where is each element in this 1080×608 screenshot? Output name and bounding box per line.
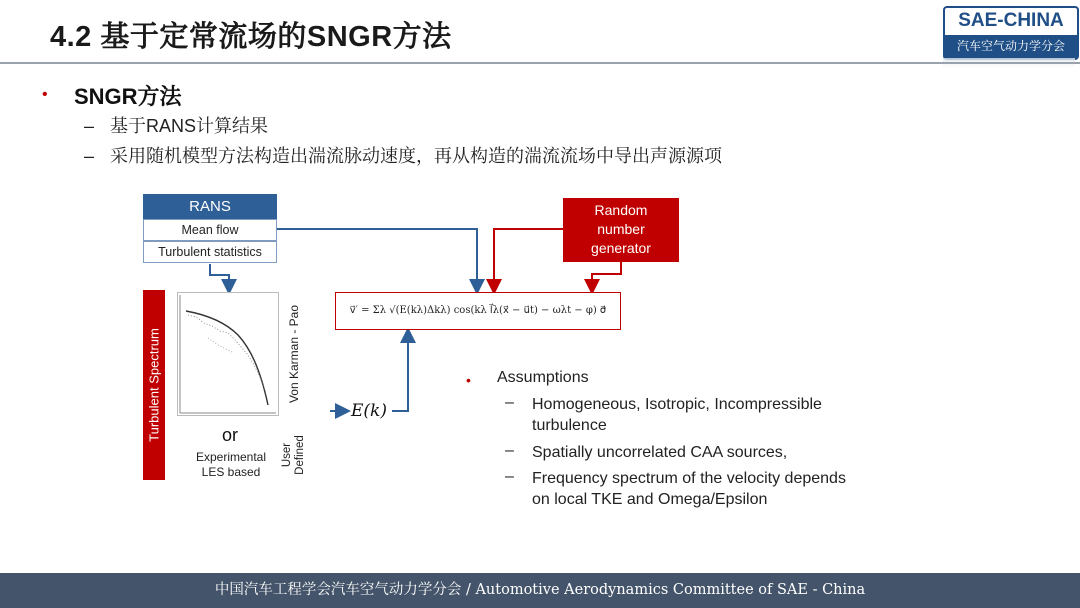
experimental-line: Experimental [195, 450, 267, 464]
assumption-item [532, 442, 902, 463]
assumption-line: Frequency spectrum of the velocity depends [532, 470, 846, 487]
rng-line: Random [594, 202, 648, 218]
rng-line: number [597, 221, 645, 237]
user-defined-line: User [281, 442, 293, 468]
experimental-line: LES based [201, 465, 261, 479]
page-title: 4.2 基于定常流场的SNGR方法 [50, 21, 452, 53]
section-heading: SNGR方法 [74, 84, 182, 109]
von-karman-label: Von Karman - Pao [287, 304, 301, 404]
user-defined-label [281, 435, 307, 475]
assumptions-title: Assumptions [497, 369, 589, 386]
assumption-line: turbulence [532, 417, 607, 434]
title-divider [0, 62, 1080, 64]
random-number-generator-box [563, 198, 679, 262]
footer-bar: 中国汽车工程学会汽车空气动力学分会 / Automotive Aerodynamics Committee of SAE - China [0, 573, 1080, 608]
random-arrow-left [494, 229, 563, 287]
sub-item-text: 基于RANS计算结果 [110, 116, 269, 136]
experimental-label [187, 450, 275, 480]
rng-line: generator [591, 240, 651, 256]
assumption-line: Spatially uncorrelated CAA sources, [532, 444, 788, 461]
assumption-item [532, 394, 902, 436]
rans-box-title: RANS [143, 194, 277, 219]
assumption-line: Homogeneous, Isotropic, Incompressible [532, 396, 822, 413]
turbulent-spectrum-label: Turbulent Spectrum [146, 328, 162, 442]
bullet-marker: • [466, 372, 471, 388]
or-label: or [222, 425, 239, 445]
dash-marker: – [505, 394, 514, 411]
mean-flow-arrow [277, 229, 477, 287]
user-defined-line: Defined [294, 435, 306, 475]
assumption-item [532, 468, 902, 510]
spectrum-plot-graphic [178, 293, 278, 415]
assumption-line: on local TKE and Omega/Epsilon [532, 491, 768, 508]
sae-china-logo [943, 6, 1079, 60]
sub-item [84, 142, 722, 168]
spectrum-plot [177, 292, 279, 416]
random-arrow-down [592, 262, 621, 287]
sub-item [84, 112, 268, 138]
logo-subtext: 汽车空气动力学分会 [945, 35, 1077, 58]
sub-item-text: 采用随机模型方法构造出湍流脉动速度，再从构造的湍流流场中导出声源源项 [110, 146, 722, 166]
dash-marker: – [505, 468, 514, 485]
dash-marker: – [84, 146, 95, 166]
rans-mean-flow: Mean flow [143, 219, 277, 241]
dash-marker: – [84, 116, 95, 136]
bullet-marker: • [42, 86, 48, 103]
sngr-formula: v⃗′ = Σλ √(E(kλ)Δkλ) cos(kλ l⃗λ(x⃗ − u⃗t) − ωλt − φ) σ⃗ [335, 292, 621, 330]
energy-spectrum-label: E(k) [351, 401, 387, 421]
ek-arrow-up [392, 335, 408, 411]
statistics-arrow [210, 264, 229, 287]
rans-turbulent-statistics: Turbulent statistics [143, 241, 277, 263]
dash-marker: – [505, 442, 514, 459]
logo-text: SAE-CHINA [958, 10, 1064, 31]
